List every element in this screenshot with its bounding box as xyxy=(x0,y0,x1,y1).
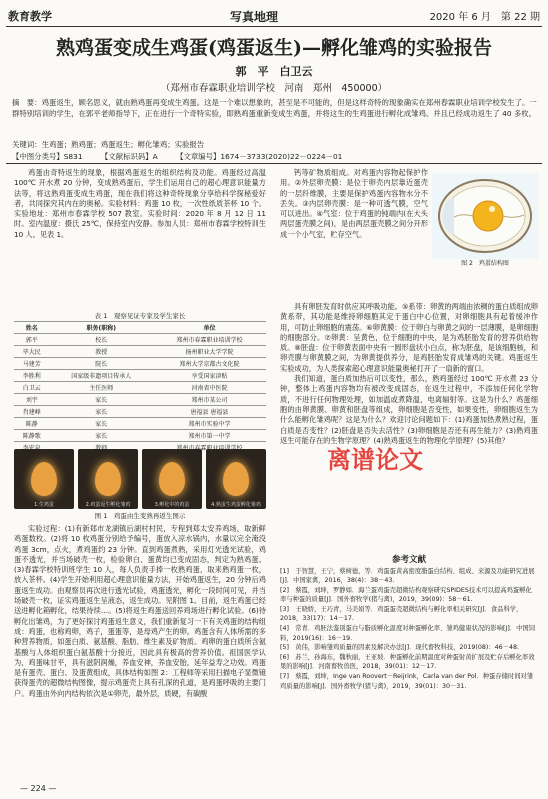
yolk xyxy=(473,201,503,231)
egg-photo xyxy=(206,449,266,509)
table-row xyxy=(14,370,266,382)
keywords: 关键词：生鸡蛋；熟鸡蛋；鸡蛋返生；孵化雏鸡；实验报告 xyxy=(12,140,205,149)
photo-label: 2.鸡蛋返生孵化雏鸡 xyxy=(85,502,131,508)
table-row xyxy=(14,382,266,394)
table-cell: 家长 xyxy=(50,430,153,442)
reference-item: [3] 王晓娇，王巧青，马美娟等．鸡蛋蛋壳超微结构与孵化率相关研究[J]．食品科学，2018，33(17)：14－17. xyxy=(280,606,523,623)
table-header: 姓名 xyxy=(14,322,50,334)
table-cell: 校长 xyxy=(50,334,153,346)
issue-info: 2020 年 6 月 第 22 期 xyxy=(429,12,540,23)
table-cell: 李胜利 xyxy=(14,370,50,382)
discussion-paragraph: 我们知道，蛋白质加热后可以变性，那么，熟鸡蛋经过 100℃ 开水煮 23 分钟，整体上鸡蛋内容物均有被改变成固态，在返生过程中，不添加任何化学物质，不进行任何物理处理，如加温或煮降温，电离辐射等。这是为什么？鸡蛋细胞的由卵黄膜、卵黄和胚盘等组成，卵细胞是否变性，如果变性，卵细胞返生为什么能孵化雏鸡呢？这是为什么？欢迎讨论问题如下：(1)鸡蛋加热煮熟过程，蛋白质是否变性？(2)胚盘是否失去活性？(3)卵细胞是否还有再生能力？(3)熟鸡蛋返生可能存在的生物学原理？(4)熟鸡蛋返生的物理化学原理？(5)其他？ xyxy=(280,374,538,445)
table-cell: 国家级非遗项目传承人 xyxy=(50,370,153,382)
reference-item: [6] 苏兰，孙海东，魏秋丽，王亚坡．种蛋孵化前期温度对种蛋射黄扩展及贮存后孵化率效果的影响[J]．河南畜牧兽医，2018，39(01)：12－17. xyxy=(280,654,535,671)
reference-item: [1] 于智慧，王宁，蔡树德，等．鸡蛋蛋黄高密度脂蛋白结构、组成、来源及功能研究进展[J]．中国家禽，2016，38(4)：38－43. xyxy=(280,568,535,585)
table-cell: 家长 xyxy=(50,406,153,418)
reference-item: [5] 黄伟，影响雏鸡质量的因素及解决办法[J]．现代畜牧科技，2019(08)：46－48. xyxy=(280,644,519,652)
table-cell: 郑州市某公司 xyxy=(153,394,266,406)
table-cell: 白卫云 xyxy=(14,382,50,394)
structure-paragraph: 钙等矿物质组成。对鸡蛋内容物起保护作用。②外层卵壳膜：是位于卵壳内层靠近蛋壳的一层纤维膜，主要是保护鸡蛋内容物水分不丢失。③内层卵壳膜：是一种可透气膜，空气可以进出。④气室：位于鸡蛋的钝端内(在大头两层蛋壳膜之间)，是由两层蛋壳膜之间分开形成一个小气室，贮存空气。 xyxy=(280,168,428,239)
table-row xyxy=(14,418,266,430)
right-column-top xyxy=(280,168,428,300)
table-cell: 郭平 xyxy=(14,334,50,346)
table-cell: 教授 xyxy=(50,346,153,358)
table-cell: 唐福县 唐福县 xyxy=(153,406,266,418)
reference-item: [2] 蔡霞，刘坤，罗静如．海兰蛋鸡蛋壳超微结构观察研究SPIDES技术可以提高鸡蛋孵化率与种蛋的质量[J]．国外畜牧学(猪与禽)，2019，39(09)：58－61. xyxy=(280,587,532,604)
classification-line xyxy=(12,151,537,162)
references-title: 参考文献 xyxy=(391,555,426,565)
page-number: — 224 — xyxy=(20,784,57,793)
figure2-caption: 图 2 鸡蛋结构图 xyxy=(461,260,509,267)
experiment-paragraph: 实验过程：(1)有新郑市龙湖镇后湖村村民，专程到郑太安养鸡场，取新鲜鸡蛋数枚。(2)将 10 枚鸡蛋分别给予编号，蛋放入凉水锅内，水量以完全淹没鸡蛋 3cm，点火，煮鸡蛋约 23 分钟。直到鸡蛋煮熟，采用灯光透光试验，鸡蛋不透光，并当场破壳一枚，检验卵白、蛋黄均已变成固态，判定为熟鸡蛋。(3)春霖学校特训班学生 10 人，每人负责手捧一枚熟鸡蛋，取来熟鸡蛋一枚，放入茶杯。(4)学生开始利用超心理意识能量方法，开始鸡蛋返生，20 分钟后鸡蛋返生成功。由观察员再次进行透光试验，鸡蛋透光，孵化一段时间可见，并当场破壳一枚，证实鸡蛋返生呈液态，返生成功。见附图 1。目前，返生鸡蛋已经送进孵化箱孵化，结果待续…。(5)将返生鸡蛋送回养鸡场进行孵化试验。(6)待孵化出雏鸡，为了更好探讨鸡蛋返生意义，我们重新复习一下有关鸡蛋的结构组成：鸡蛋，也称鸡卵，鸡子，蛋蛋等，是母鸡产生的卵。鸡蛋含有人体所需的多种营养物质，如蛋白质、氨基酸、脂肪、维生素及矿物质。鸡卵的蛋白质所含氨基酸与人体组织蛋白氨基酸十分接近，因此具有极高的营养价值。祖国医学认为，鸡蛋味甘平，具有滋阴润燥，养血安神，养血安胎，延年益寿之功效。鸡蛋是有蛋壳、蛋白、及蛋黄组成，具体结构如图 2：工程师等采用扫描电子显微镜获得蛋壳的超微结构图像，提示鸡蛋壳上具有孔深的孔道，是鸡蛋呼吸的主要门户。鸡蛋由外向内结构依次是①卵壳，最外层，质硬，有碳酸 xyxy=(14,524,266,698)
table-header: 单位 xyxy=(153,322,266,334)
right-column-mid xyxy=(280,302,538,532)
figure1-caption: 图 1 鸡蛋由生变熟再返生图示 xyxy=(94,512,186,520)
egg-image xyxy=(95,462,121,496)
table-cell: 河南省中医院 xyxy=(153,382,266,394)
egg-image xyxy=(31,462,57,496)
table-cell: 陈静 xyxy=(14,418,50,430)
journal-name: 写真地理 xyxy=(230,10,279,24)
table-cell: 郑州市实验中学 xyxy=(153,418,266,430)
table-cell: 郑州市春霖职业培训学校 xyxy=(153,334,266,346)
photo-label: 3.孵化中的鸡蛋 xyxy=(154,502,190,508)
table-row xyxy=(14,406,266,418)
affiliation: （郑州市春霖职业培训学校 河南 郑州 450000） xyxy=(160,83,388,94)
table-header-row xyxy=(14,322,266,334)
table-cell: 主任医师 xyxy=(50,382,153,394)
doc-code: 【文献标识码】A xyxy=(100,152,158,161)
table-row xyxy=(14,346,266,358)
section-label: 教育教学 xyxy=(8,10,52,23)
table-cell: 郑州市第一中学 xyxy=(153,430,266,442)
photo-label: 4.熟蛋生鸡蛋孵化雏鸡 xyxy=(211,502,261,508)
table-row xyxy=(14,358,266,370)
egg-image xyxy=(159,462,185,496)
abstract: 摘 要：鸡蛋返生，顾名思义，就由熟鸡蛋再变成生鸡蛋。这是一个难以想象的，甚至是不可能的，但是这样奇特的现象确实在郑州春霖职业培训学校发生了。一群特别培训的学生，在郭平老师指导下，正在进行一个奇特实验，即熟鸡蛋重新变成生鸡蛋，并将这生的生鸡蛋进行孵化成雏鸡。并且已经成功返生了 40 多枚。 xyxy=(12,98,537,118)
observer-table xyxy=(14,321,266,453)
table-cell: 扬州职业大学学院 xyxy=(153,346,266,358)
egg-photo xyxy=(78,449,138,509)
article-number: 【文章编号】1674－3733(2020)22－0224－01 xyxy=(176,152,343,161)
left-column-intro xyxy=(14,168,266,308)
egg-structure-diagram xyxy=(432,173,538,259)
references-list xyxy=(280,567,538,691)
table-cell: 刘宇 xyxy=(14,394,50,406)
table-row xyxy=(14,334,266,346)
reference-item: [7] 蔡霞，刘坤，Inge van Roovert－Reijrink，Carla van der Pol．种蛋存储时间对雏鸡质量的影响[J]．国外畜牧学(猪与禽)，2019，39(01)：30－31. xyxy=(280,673,534,690)
table-cell: 郑州大学京都古文化院 xyxy=(153,358,266,370)
egg-image xyxy=(223,462,249,496)
abstract-rule xyxy=(6,163,542,164)
left-column-body xyxy=(14,524,266,780)
page-header xyxy=(0,8,548,24)
membrane-paragraph: 具有卵胚发育时供应其呼吸功能。⑤系带：卵黄的两端由浓稠的蛋白质组成卵黄系带，其功能是维持卵细胞其定于蛋白中心位置，对卵细胞具有起着缓冲作用，可防止卵细胞的震荡。⑥卵黄膜：位于卵白与卵黄之间的一层薄膜，是卵细胞的细胞部分。⑦卵黄：呈黄色，位于细胞的中央，是为鸡胚胎发育的营养供给物质。⑧胚盘：位于卵黄表面中央有一圆形盘状小白点，称为胚盘，是该细胞核，和卵壳膜与卵黄膜之间，为卵黄提供养分，是鸡胚胎发育成雏鸡的关键。鸡蛋返生实验成功，为人类探索超心理意识能量奥秘打开了一扇新的窗口。 xyxy=(280,302,538,373)
table-cell: 马建芳 xyxy=(14,358,50,370)
article-title: 熟鸡蛋变成生鸡蛋(鸡蛋返生)—孵化雏鸡的实验报告 xyxy=(56,37,492,59)
reference-item: [4] 常青．鸡胚法鉴别蛋白与脂质孵化温度对种蛋孵化率、雏鸡健康状况的影响[J]．中国饲料，2019(16)：16－19. xyxy=(280,625,535,642)
germinal-disc xyxy=(489,206,495,212)
intro-paragraph: 鸡蛋由奇特返生的现象，根据鸡蛋返生的组织结构及功能。鸡蛋经过高温 100℃ 开水煮 20 分钟，变成熟鸡蛋后，学生们运用自己的超心理意识能量方法等，将这熟鸡蛋变成生鸡蛋，现在我们将这种奇特现象分享给科学探秘爱好者，共同探究其内在的奥秘。实验材料：鸡蛋 10 枚，一次性纸质茶杯 10 个。实验地址：郑州市春霖学校 507 教室。实验时间：2020 年 8 月 12 日 11 时。室内温度：摄氏 25℃，保持室内安静。参加人员：郑州市春霖学校特训生 10 人。见表 1。 xyxy=(14,168,266,239)
table-cell: 家长 xyxy=(50,394,153,406)
table-row xyxy=(14,430,266,442)
header-rule xyxy=(6,26,542,27)
table-header: 职务(职称) xyxy=(50,322,153,334)
table-cell: 院长 xyxy=(50,358,153,370)
table-cell: 陈静歌 xyxy=(14,430,50,442)
table-cell: 家长 xyxy=(50,418,153,430)
table-row xyxy=(14,394,266,406)
photo-label: 1.生鸡蛋 xyxy=(34,502,54,508)
watermark: 离谱论文 xyxy=(327,446,423,474)
table-cell: 享受国家津贴 xyxy=(153,370,266,382)
egg-photo xyxy=(142,449,202,509)
table-cell: 毕大民 xyxy=(14,346,50,358)
table-cell: 肖建峰 xyxy=(14,406,50,418)
egg-photo xyxy=(14,449,74,509)
clc-number: 【中图分类号】S831 xyxy=(12,152,83,161)
authors: 郭 平 白卫云 xyxy=(235,65,313,78)
table-caption: 表 1 观察见证专家及学生家长 xyxy=(94,312,186,320)
photo-strip xyxy=(14,449,266,509)
